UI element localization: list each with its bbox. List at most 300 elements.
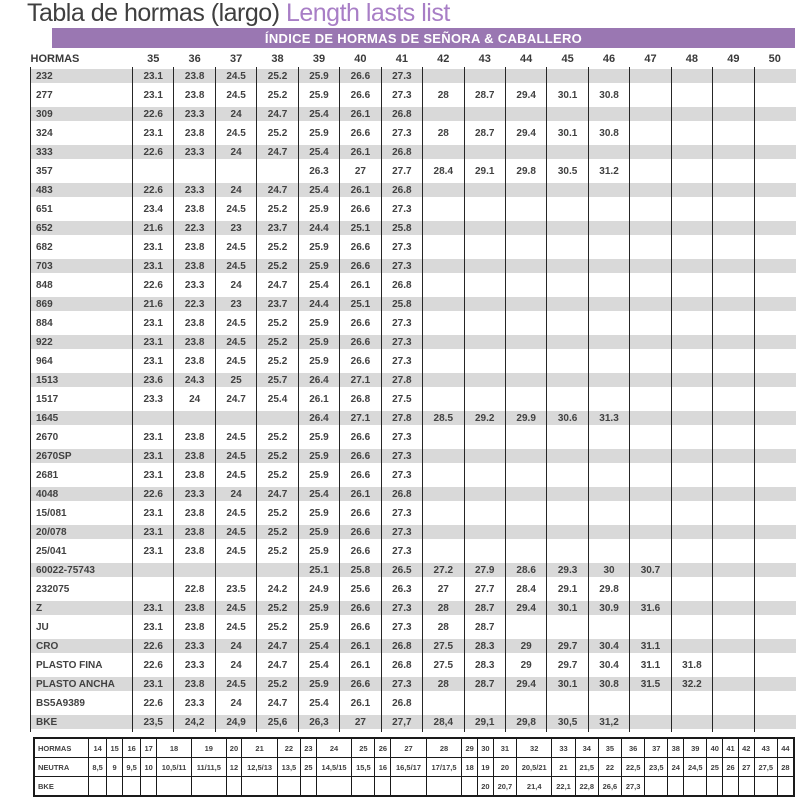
- table-cell: 24.7: [257, 105, 298, 124]
- table-cell: 22.6: [133, 105, 174, 124]
- row-label: 964: [31, 352, 133, 371]
- table-cell: [133, 580, 174, 599]
- table-cell: [547, 238, 588, 257]
- table-row: [31, 390, 796, 409]
- table-cell: 25.9: [298, 523, 339, 542]
- table-cell: [713, 200, 754, 219]
- table-cell: [713, 295, 754, 314]
- table-cell: 27.3: [381, 238, 422, 257]
- table-cell: 24: [215, 637, 256, 656]
- row-label: Z: [31, 599, 133, 618]
- table-cell: 24: [174, 390, 215, 409]
- table-cell: 31.8: [671, 656, 712, 675]
- table-cell: [713, 162, 754, 181]
- table-row: [31, 67, 796, 86]
- table-cell: [505, 485, 546, 504]
- table-cell: [547, 219, 588, 238]
- table-cell: [671, 276, 712, 295]
- table-cell: 23.3: [133, 390, 174, 409]
- table-cell: [423, 523, 464, 542]
- table-cell: 26.1: [340, 656, 381, 675]
- table-cell: [588, 371, 629, 390]
- table-cell: [141, 777, 157, 797]
- table-cell: [754, 637, 795, 656]
- table-cell: 25.2: [257, 466, 298, 485]
- table-cell: 26.8: [381, 485, 422, 504]
- table-cell: 24.5: [215, 466, 256, 485]
- row-label: JU: [31, 618, 133, 637]
- table-cell: [547, 143, 588, 162]
- table-cell: [713, 466, 754, 485]
- table-row: [34, 758, 794, 777]
- table-cell: [423, 333, 464, 352]
- table-cell: 24.7: [257, 637, 298, 656]
- table-cell: [671, 542, 712, 561]
- table-cell: 27: [391, 738, 427, 758]
- table-cell: 26.8: [381, 637, 422, 656]
- row-label: PLASTO FINA: [31, 656, 133, 675]
- table-cell: 12: [226, 758, 242, 777]
- table-cell: 24.2: [257, 580, 298, 599]
- table-cell: 23.8: [174, 314, 215, 333]
- table-cell: [671, 694, 712, 713]
- conversion-table-body: [34, 738, 794, 796]
- table-cell: 32.2: [671, 675, 712, 694]
- table-cell: 25.9: [298, 238, 339, 257]
- table-cell: 25.8: [381, 219, 422, 238]
- row-label: 922: [31, 333, 133, 352]
- table-cell: 23: [215, 219, 256, 238]
- table-cell: [257, 409, 298, 428]
- table-row: [31, 200, 796, 219]
- table-cell: 24,5: [684, 758, 707, 777]
- table-row: [31, 504, 796, 523]
- table-cell: 24,2: [174, 713, 215, 732]
- table-cell: 25.9: [298, 466, 339, 485]
- table-cell: [505, 105, 546, 124]
- table-cell: 27.3: [381, 200, 422, 219]
- table-cell: 24.7: [257, 694, 298, 713]
- page-title-main: Tabla de hormas (largo): [27, 0, 286, 27]
- table-row: [34, 777, 794, 797]
- table-cell: 25.2: [257, 599, 298, 618]
- table-cell: [423, 390, 464, 409]
- table-cell: [547, 447, 588, 466]
- table-cell: [588, 200, 629, 219]
- table-row: [31, 466, 796, 485]
- table-row: [31, 276, 796, 295]
- table-cell: [754, 105, 795, 124]
- table-cell: 22.6: [133, 485, 174, 504]
- table-cell: 25.2: [257, 333, 298, 352]
- table-cell: [671, 181, 712, 200]
- row-label: BKE: [34, 777, 89, 797]
- table-cell: 23.1: [133, 124, 174, 143]
- table-cell: 27.3: [381, 333, 422, 352]
- table-cell: 24.5: [215, 599, 256, 618]
- column-header-size: 49: [727, 52, 740, 65]
- table-cell: 26.6: [340, 618, 381, 637]
- table-row: [31, 713, 796, 732]
- table-cell: [505, 371, 546, 390]
- table-cell: 31: [493, 738, 516, 758]
- table-cell: 24: [215, 656, 256, 675]
- table-cell: 26.8: [381, 656, 422, 675]
- table-cell: [464, 295, 505, 314]
- table-cell: 27: [423, 580, 464, 599]
- table-cell: 22.3: [174, 295, 215, 314]
- table-cell: 23.8: [174, 352, 215, 371]
- table-cell: 25.4: [257, 390, 298, 409]
- table-cell: [713, 713, 754, 732]
- table-cell: [713, 105, 754, 124]
- table-cell: 26.6: [340, 428, 381, 447]
- table-cell: 23.8: [174, 618, 215, 637]
- table-cell: 28.4: [505, 580, 546, 599]
- table-cell: [713, 67, 754, 86]
- table-cell: 27.3: [381, 314, 422, 333]
- table-cell: 24.5: [215, 124, 256, 143]
- table-cell: [754, 67, 795, 86]
- table-cell: [671, 428, 712, 447]
- table-cell: 24.5: [215, 333, 256, 352]
- table-cell: 28: [423, 618, 464, 637]
- table-cell: [630, 447, 671, 466]
- table-cell: 25.4: [298, 485, 339, 504]
- table-cell: [713, 599, 754, 618]
- table-cell: 27.3: [381, 86, 422, 105]
- table-cell: [630, 124, 671, 143]
- row-label: 324: [31, 124, 133, 143]
- table-cell: 23,5: [645, 758, 668, 777]
- table-cell: [588, 542, 629, 561]
- table-cell: 25.7: [257, 371, 298, 390]
- table-cell: [754, 777, 777, 797]
- table-cell: [671, 485, 712, 504]
- table-cell: [754, 428, 795, 447]
- table-cell: [588, 428, 629, 447]
- row-label: 652: [31, 219, 133, 238]
- table-cell: 30.1: [547, 599, 588, 618]
- table-cell: [754, 162, 795, 181]
- table-cell: 25.6: [340, 580, 381, 599]
- table-cell: [630, 485, 671, 504]
- table-cell: 22.6: [133, 694, 174, 713]
- table-cell: [464, 447, 505, 466]
- table-cell: 26.1: [340, 694, 381, 713]
- table-cell: 42: [738, 738, 754, 758]
- conversion-table: [33, 737, 795, 797]
- table-cell: 16: [375, 758, 391, 777]
- table-cell: 20,7: [493, 777, 516, 797]
- table-cell: [754, 238, 795, 257]
- table-cell: 27.3: [381, 67, 422, 86]
- table-cell: [464, 333, 505, 352]
- table-cell: [547, 428, 588, 447]
- table-cell: [671, 238, 712, 257]
- table-cell: 30.8: [588, 124, 629, 143]
- column-header-size: 46: [602, 52, 616, 65]
- table-cell: 29,1: [464, 713, 505, 732]
- table-cell: 28.3: [464, 656, 505, 675]
- table-cell: [713, 276, 754, 295]
- table-cell: 24.5: [215, 618, 256, 637]
- table-cell: [713, 219, 754, 238]
- table-cell: [630, 409, 671, 428]
- table-cell: 20: [226, 738, 242, 758]
- table-cell: [630, 295, 671, 314]
- table-cell: 25.9: [298, 675, 339, 694]
- table-row: [31, 409, 796, 428]
- table-cell: 23: [301, 738, 317, 758]
- table-cell: 26.6: [340, 257, 381, 276]
- table-cell: 22,8: [575, 777, 598, 797]
- table-cell: 25.9: [298, 86, 339, 105]
- table-cell: [588, 390, 629, 409]
- table-row: [31, 257, 796, 276]
- table-cell: 24: [316, 738, 352, 758]
- table-cell: [423, 504, 464, 523]
- table-cell: [277, 777, 300, 797]
- table-cell: 29.1: [464, 162, 505, 181]
- table-cell: 26.6: [340, 86, 381, 105]
- table-cell: 22: [277, 738, 300, 758]
- table-cell: 24.5: [215, 86, 256, 105]
- table-cell: [630, 580, 671, 599]
- table-cell: 27,7: [381, 713, 422, 732]
- table-cell: 22.6: [133, 656, 174, 675]
- table-cell: [174, 561, 215, 580]
- table-cell: [547, 105, 588, 124]
- column-header-size: 45: [561, 52, 574, 65]
- main-size-table: [30, 50, 796, 732]
- table-cell: 24.5: [215, 523, 256, 542]
- table-cell: [423, 371, 464, 390]
- table-cell: 23.8: [174, 257, 215, 276]
- table-cell: 30.9: [588, 599, 629, 618]
- row-label: 651: [31, 200, 133, 219]
- table-cell: [684, 777, 707, 797]
- table-cell: 23.3: [174, 656, 215, 675]
- table-row: [31, 656, 796, 675]
- table-cell: [89, 777, 107, 797]
- table-cell: [423, 67, 464, 86]
- table-cell: [505, 694, 546, 713]
- table-cell: [257, 162, 298, 181]
- table-cell: 21,5: [575, 758, 598, 777]
- table-cell: 25.9: [298, 504, 339, 523]
- table-cell: [588, 295, 629, 314]
- table-cell: 29.7: [547, 637, 588, 656]
- header-row: [31, 50, 796, 67]
- table-cell: 29.1: [547, 580, 588, 599]
- table-cell: 24: [668, 758, 684, 777]
- table-cell: [464, 200, 505, 219]
- table-row: [31, 314, 796, 333]
- table-cell: 23.1: [133, 314, 174, 333]
- table-cell: [707, 777, 723, 797]
- table-row: [31, 637, 796, 656]
- table-cell: 29: [505, 637, 546, 656]
- table-cell: 25.4: [298, 637, 339, 656]
- table-cell: [588, 181, 629, 200]
- table-cell: 27.3: [381, 542, 422, 561]
- table-cell: 24.5: [215, 675, 256, 694]
- table-cell: [671, 333, 712, 352]
- column-header-size: 39: [312, 52, 326, 65]
- table-cell: 30.5: [547, 162, 588, 181]
- table-cell: 24,9: [215, 713, 256, 732]
- table-cell: 25.9: [298, 124, 339, 143]
- table-cell: [645, 777, 668, 797]
- table-cell: [505, 447, 546, 466]
- table-cell: 25.2: [257, 238, 298, 257]
- table-cell: [423, 352, 464, 371]
- table-cell: [671, 618, 712, 637]
- table-cell: 25.2: [257, 542, 298, 561]
- table-cell: 26.6: [340, 447, 381, 466]
- table-cell: 24.5: [215, 542, 256, 561]
- table-cell: [630, 276, 671, 295]
- table-cell: [588, 333, 629, 352]
- table-cell: [754, 713, 795, 732]
- table-cell: [630, 428, 671, 447]
- table-cell: 31.5: [630, 675, 671, 694]
- table-cell: [505, 504, 546, 523]
- table-cell: [713, 409, 754, 428]
- table-cell: 26.8: [340, 390, 381, 409]
- table-cell: [547, 542, 588, 561]
- table-cell: 24.7: [215, 390, 256, 409]
- table-cell: 23.8: [174, 200, 215, 219]
- table-cell: 27,5: [754, 758, 777, 777]
- column-header-size: 48: [685, 52, 699, 65]
- table-cell: 24.5: [215, 314, 256, 333]
- table-cell: 8,5: [89, 758, 107, 777]
- table-cell: 27.1: [340, 409, 381, 428]
- table-cell: [754, 618, 795, 637]
- table-cell: [671, 314, 712, 333]
- table-row: [31, 352, 796, 371]
- table-cell: 24.5: [215, 238, 256, 257]
- table-row: [31, 238, 796, 257]
- table-cell: 22.6: [133, 143, 174, 162]
- table-cell: 25.1: [340, 295, 381, 314]
- row-label: 2670: [31, 428, 133, 447]
- row-label: 1645: [31, 409, 133, 428]
- table-cell: [630, 238, 671, 257]
- table-cell: 23.3: [174, 181, 215, 200]
- table-cell: 21: [242, 738, 278, 758]
- table-cell: [754, 504, 795, 523]
- table-cell: 22.8: [174, 580, 215, 599]
- table-cell: [588, 694, 629, 713]
- table-cell: 23.1: [133, 466, 174, 485]
- table-cell: [713, 181, 754, 200]
- row-label: 682: [31, 238, 133, 257]
- table-cell: [630, 713, 671, 732]
- table-cell: 44: [777, 738, 794, 758]
- table-cell: [423, 238, 464, 257]
- table-cell: 18: [157, 738, 192, 758]
- table-cell: 26.6: [340, 523, 381, 542]
- row-label: 277: [31, 86, 133, 105]
- table-cell: [133, 162, 174, 181]
- table-cell: [754, 599, 795, 618]
- table-cell: 25.4: [298, 143, 339, 162]
- table-cell: 26.4: [298, 371, 339, 390]
- table-cell: 25.2: [257, 428, 298, 447]
- table-cell: 24.5: [215, 447, 256, 466]
- table-cell: 26.8: [381, 276, 422, 295]
- table-cell: 24: [215, 485, 256, 504]
- table-cell: 23.7: [257, 219, 298, 238]
- table-row: [31, 219, 796, 238]
- table-cell: 26.6: [340, 599, 381, 618]
- table-cell: [464, 466, 505, 485]
- row-label: 4048: [31, 485, 133, 504]
- table-cell: [464, 542, 505, 561]
- table-cell: [630, 67, 671, 86]
- table-cell: 24.5: [215, 200, 256, 219]
- table-cell: [505, 390, 546, 409]
- table-cell: 16: [123, 738, 141, 758]
- table-cell: 24: [215, 276, 256, 295]
- table-cell: 24.5: [215, 428, 256, 447]
- column-header-size: 40: [354, 52, 367, 65]
- column-header-size: 42: [437, 52, 450, 65]
- table-cell: [713, 371, 754, 390]
- table-cell: 23.8: [174, 542, 215, 561]
- table-cell: 23.3: [174, 694, 215, 713]
- table-cell: 26.1: [298, 390, 339, 409]
- table-cell: [671, 143, 712, 162]
- table-cell: [588, 67, 629, 86]
- table-cell: 22: [598, 758, 621, 777]
- table-cell: [738, 777, 754, 797]
- table-cell: 22.3: [174, 219, 215, 238]
- table-cell: [630, 105, 671, 124]
- table-cell: 27.5: [423, 637, 464, 656]
- table-cell: 37: [645, 738, 668, 758]
- table-cell: 25.2: [257, 352, 298, 371]
- table-cell: [588, 485, 629, 504]
- table-cell: 25: [215, 371, 256, 390]
- table-cell: [464, 257, 505, 276]
- table-cell: [630, 694, 671, 713]
- table-cell: [174, 162, 215, 181]
- table-cell: [630, 162, 671, 181]
- table-cell: [630, 352, 671, 371]
- table-row: [31, 694, 796, 713]
- table-cell: [505, 352, 546, 371]
- table-cell: 28.7: [464, 599, 505, 618]
- table-cell: [671, 86, 712, 105]
- table-cell: 23.8: [174, 599, 215, 618]
- table-row: [31, 143, 796, 162]
- table-cell: 23.8: [174, 675, 215, 694]
- table-row: [31, 181, 796, 200]
- row-label: 333: [31, 143, 133, 162]
- table-cell: [505, 466, 546, 485]
- table-cell: 25.8: [340, 561, 381, 580]
- table-cell: [423, 257, 464, 276]
- table-cell: 26.8: [381, 105, 422, 124]
- table-cell: 24.5: [215, 257, 256, 276]
- table-cell: [464, 181, 505, 200]
- table-cell: [713, 257, 754, 276]
- table-cell: 26.1: [340, 485, 381, 504]
